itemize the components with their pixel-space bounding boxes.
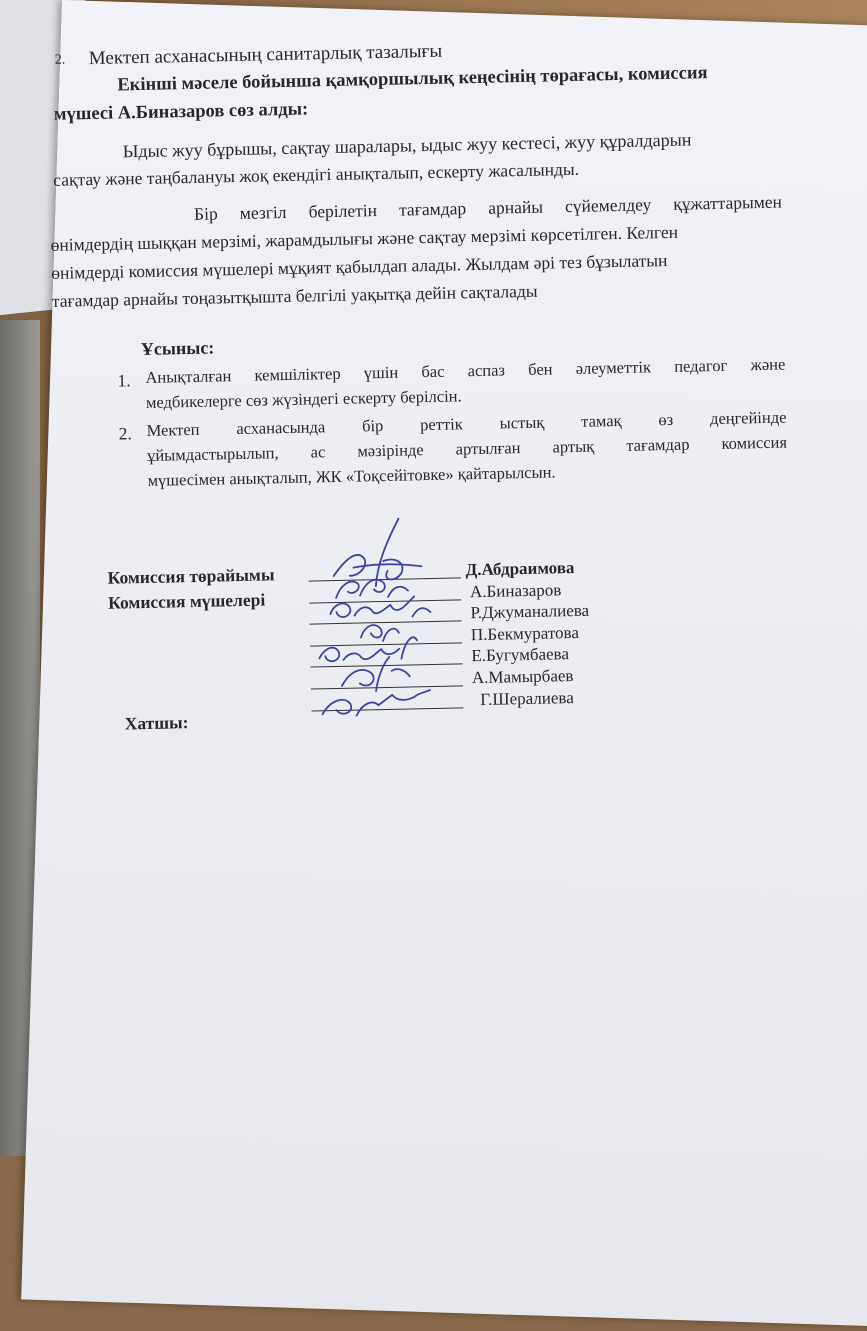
secretary-name: Г.Шералиева	[480, 688, 574, 710]
signature-chair	[332, 518, 421, 587]
members-label: Комиссия мүшелері	[107, 589, 266, 613]
proposal-item-1-line-2: медбикелерге сөз жүзіндегі ескерту берілсін.	[145, 386, 462, 412]
proposal-item-2-line-2: ұйымдастырылып, ас мәзірінде артылған артық тағамдар комиссия	[146, 432, 788, 465]
chair-name: Д.Абдраимова	[465, 558, 575, 580]
speaker-line-1: Екінші мәселе бойынша қамқоршылық кеңесінің төрағасы, комиссия	[117, 63, 708, 96]
signature-secretary	[322, 690, 430, 716]
item-number: 2.	[54, 52, 66, 68]
signature-member-3	[361, 625, 399, 642]
signature-member-4	[319, 637, 417, 661]
member-name-4: Е.Бугумбаева	[471, 644, 570, 666]
paragraph-2-line-2: өнімдердің шыққан мерзімі, жарамдылығы және сақтау мерзімі көрсетілген. Келген	[50, 221, 679, 255]
proposal-item-2-line-3: мүшесімен анықталып, ЖК «Тоқсейітовке» қайтарылсын.	[147, 462, 556, 490]
chair-label: Комиссия төрайымы	[107, 564, 275, 588]
paragraph-2-line-4: тағамдар арнайы тоңазытқышта белгілі уақытқа дейін сақталады	[51, 280, 538, 311]
proposal-item-2-number: 2.	[118, 423, 132, 444]
member-name-1: А.Биназаров	[469, 580, 562, 602]
signature-member-2	[330, 596, 430, 618]
proposal-title: Ұсыныс:	[140, 337, 215, 360]
member-name-5: А.Мамырбаев	[471, 666, 574, 688]
paragraph-1-line-2: сақтау және таңбалануы жоқ екендігі анықталып, ескерту жасалынды.	[53, 158, 580, 190]
member-name-3: П.Бекмуратова	[470, 622, 580, 645]
member-name-2: Р.Джуманалиева	[470, 600, 590, 623]
proposal-item-1-number: 1.	[117, 370, 131, 391]
item-title: Мектеп асханасының санитарлық тазалығы	[88, 40, 443, 70]
signature-member-1	[336, 579, 408, 598]
speaker-line-2: мүшесі А.Биназаров сөз алды:	[53, 99, 309, 125]
proposal-item-2-line-1: Мектеп асханасында бір реттік ыстық тамақ өз деңгейінде	[146, 407, 787, 440]
paragraph-2-line-1: Бір мезгіл берілетін тағамдар арнайы сүйемелдеу құжаттарымен	[193, 191, 783, 224]
paragraph-2-line-3: өнімдерді комиссия мүшелері мұқият қабылдап алады. Жылдам әрі тез бұзылатын	[51, 249, 668, 283]
proposal-item-1-line-1: Анықталған кемшіліктер үшін бас аспаз бен әлеуметтік педагог және	[145, 354, 786, 387]
signature-member-5	[341, 656, 410, 691]
secretary-label: Хатшы:	[124, 712, 189, 734]
paragraph-1-line-1: Ыдыс жуу бұрышы, сақтау шаралары, ыдыс жуу кестесі, жуу құралдарын	[122, 129, 692, 162]
